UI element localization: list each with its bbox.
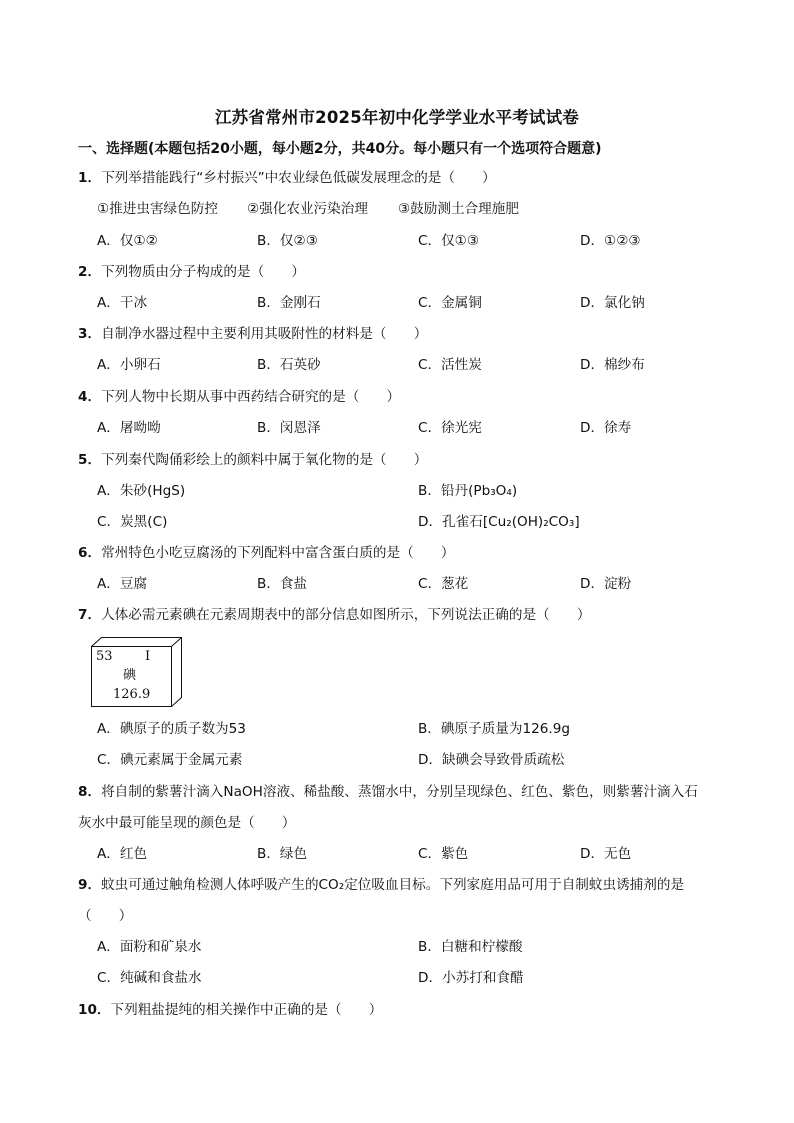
- question-6: [78, 541, 455, 561]
- option-a: A．仅①②: [97, 233, 158, 249]
- option-b: B．石英砂: [257, 357, 321, 373]
- option-d: D．无色: [580, 846, 632, 862]
- question-number: 1．: [78, 170, 102, 186]
- option-a: A．干冰: [97, 295, 148, 311]
- option-d: D．徐寿: [580, 420, 632, 436]
- option-a: A．屠呦呦: [97, 420, 161, 436]
- question-text: 下列粗盐提纯的相关操作中正确的是（ ）: [110, 1002, 383, 1018]
- question-text: 将自制的紫薯汁滴入NaOH溶液、稀盐酸、蒸馏水中，分别呈现绿色、红色、紫色，则紫薯汁滴入石: [101, 784, 698, 800]
- question-2: [78, 260, 305, 280]
- question-text: 下列举措能践行“乡村振兴”中农业绿色低碳发展理念的是（ ）: [101, 170, 496, 186]
- question-10: [78, 998, 382, 1018]
- statement-item: ③鼓励测土合理施肥: [398, 201, 519, 217]
- question-1: [78, 166, 496, 186]
- statement-item: ②强化农业污染治理: [247, 201, 368, 217]
- option-c: C．碘元素属于金属元素: [97, 752, 243, 768]
- option-d: D．①②③: [580, 233, 641, 249]
- option-a: A．小卵石: [97, 357, 161, 373]
- option-c: C．葱花: [418, 576, 469, 592]
- option-b: B．闵恩泽: [257, 420, 321, 436]
- option-b: B．绿色: [257, 846, 308, 862]
- statement-item: ①推进虫害绿色防控: [97, 201, 218, 217]
- option-a: A．面粉和矿泉水: [97, 939, 202, 955]
- option-d: D．小苏打和食醋: [418, 970, 524, 986]
- element-name: 碘: [123, 668, 137, 683]
- option-c: C．活性炭: [418, 357, 482, 373]
- question-number: 6．: [78, 545, 102, 561]
- question-text-continued: （ ）: [78, 908, 133, 924]
- question-text: 蚊虫可通过触角检测人体呼吸产生的CO₂定位吸血目标。下列家庭用品可用于自制蚊虫诱捕剂的是: [101, 877, 685, 893]
- question-3: [78, 322, 427, 342]
- option-a: A．碘原子的质子数为53: [97, 721, 246, 737]
- option-a: A．豆腐: [97, 576, 148, 592]
- option-b: B．金刚石: [257, 295, 321, 311]
- option-a: A．红色: [97, 846, 148, 862]
- question-text: 人体必需元素碘在元素周期表中的部分信息如图所示，下列说法正确的是（ ）: [101, 607, 591, 623]
- option-b: B．铅丹(Pb₃O₄): [418, 483, 518, 499]
- option-c: C．金属铜: [418, 295, 482, 311]
- question-number: 8．: [78, 784, 102, 800]
- option-c: C．紫色: [418, 846, 469, 862]
- element-symbol: I: [145, 649, 151, 664]
- periodic-table-cell: [91, 637, 183, 707]
- question-text: 下列人物中长期从事中西药结合研究的是（ ）: [101, 389, 401, 405]
- question-text: 下列物质由分子构成的是（ ）: [101, 264, 305, 280]
- option-c: C．仅①③: [418, 233, 480, 249]
- option-c: C．徐光宪: [418, 420, 482, 436]
- option-b: B．碘原子质量为126.9g: [418, 721, 571, 737]
- question-8: [78, 780, 698, 800]
- option-d: D．孔雀石[Cu₂(OH)₂CO₃]: [418, 514, 580, 530]
- option-d: D．缺碘会导致骨质疏松: [418, 752, 565, 768]
- question-number: 9．: [78, 877, 102, 893]
- atomic-number: 53: [96, 649, 113, 664]
- question-text-continued: 灰水中最可能呈现的颜色是（ ）: [78, 815, 296, 831]
- question-number: 7．: [78, 607, 102, 623]
- question-number: 4．: [78, 389, 102, 405]
- option-d: D．淀粉: [580, 576, 632, 592]
- section-heading: 一、选择题(本题包括20小题，每小题2分，共40分。每小题只有一个选项符合题意): [78, 141, 602, 157]
- option-c: C．炭黑(C): [97, 514, 168, 530]
- question-text: 自制净水器过程中主要利用其吸附性的材料是（ ）: [101, 326, 428, 342]
- option-b: B．白糖和柠檬酸: [418, 939, 523, 955]
- question-number: 10．: [78, 1002, 111, 1018]
- question-9: [78, 873, 684, 893]
- atomic-mass: 126.9: [113, 687, 151, 702]
- option-b: B．仅②③: [257, 233, 318, 249]
- question-4: [78, 385, 400, 405]
- option-d: D．氯化钠: [580, 295, 645, 311]
- page-title: 江苏省常州市2025年初中化学学业水平考试试卷: [214, 108, 580, 127]
- option-d: D．棉纱布: [580, 357, 645, 373]
- question-text: 常州特色小吃豆腐汤的下列配料中富含蛋白质的是（ ）: [101, 545, 455, 561]
- question-5: [78, 448, 427, 468]
- option-c: C．纯碱和食盐水: [97, 970, 202, 986]
- option-a: A．朱砂(HgS): [97, 483, 186, 499]
- question-text: 下列秦代陶俑彩绘上的颜料中属于氧化物的是（ ）: [101, 452, 428, 468]
- option-b: B．食盐: [257, 576, 308, 592]
- question-7: [78, 603, 590, 623]
- question-number: 3．: [78, 326, 102, 342]
- question-number: 2．: [78, 264, 102, 280]
- question-number: 5．: [78, 452, 102, 468]
